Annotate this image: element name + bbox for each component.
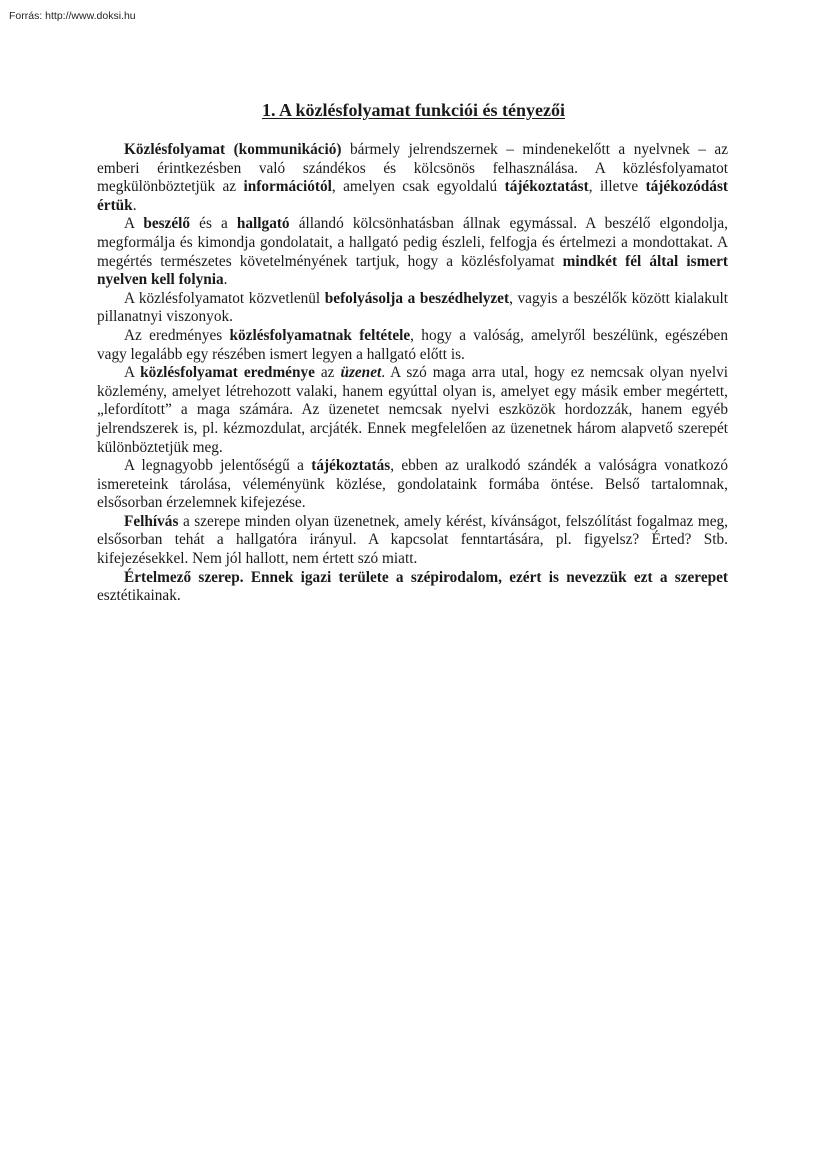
text-run: állandó kölcsönhatásban állnak egymással. A beszélő elgondolja, megformálja és kimondja gondolatait, a hallgató pedig észleli, felfogja és értelmezi a mondottakat. A megértés természetes követelményének tartjuk, hogy a közlésfolyamat bbox=[97, 215, 728, 270]
text-run-bold: tájékoztatás bbox=[311, 457, 391, 475]
text-run: esztétikainak. bbox=[97, 587, 181, 605]
text-run-bold: Ennek igazi területe a szépirodalom, ezért is nevezzük ezt a szerepet bbox=[243, 568, 728, 586]
paragraph bbox=[97, 457, 728, 513]
text-run: bármely jelrendszernek – mindenekelőtt a nyelvnek – az emberi érintkezésben való szándékos és kölcsönös felhasználása. A közlésfolyamatot megkülönböztetjük az bbox=[97, 141, 728, 196]
text-run: A legnagyobb jelentőségű a bbox=[124, 457, 312, 475]
text-run-bold: tájékoztatást bbox=[504, 178, 589, 196]
text-run: , illetve bbox=[588, 178, 646, 196]
text-run: és a bbox=[190, 215, 237, 233]
text-run: az bbox=[314, 364, 341, 382]
text-run-bold: befolyásolja a beszédhelyzet bbox=[324, 289, 510, 307]
text-run-bold: közlésfolyamat eredménye bbox=[140, 364, 315, 382]
source-line: Forrás: http://www.doksi.hu bbox=[9, 10, 136, 22]
text-run-bold: Felhívás bbox=[124, 512, 179, 530]
text-run: , vagyis a beszélők között kialakult pillanatnyi viszonyok. bbox=[97, 289, 728, 326]
paragraph bbox=[97, 215, 728, 289]
text-run-bold: információtól bbox=[243, 178, 332, 196]
text-run-italic: üzenet bbox=[340, 364, 382, 382]
text-run-bold: tájékozódást értük bbox=[97, 178, 728, 214]
text-run: A bbox=[124, 215, 144, 233]
document-body bbox=[97, 141, 728, 606]
text-run-bold: beszélő bbox=[143, 215, 191, 233]
paragraph bbox=[97, 141, 728, 215]
text-run-bold: Közlésfolyamat (kommunikáció) bbox=[124, 141, 342, 158]
text-run: . bbox=[132, 196, 137, 214]
text-run-bold: közlésfolyamatnak feltétele bbox=[229, 326, 411, 344]
text-run: , hogy a valóság, amelyről beszélünk, egészében vagy legalább egy részében ismert legyen a hallgató előtt is. bbox=[97, 326, 728, 363]
text-run: . A szó maga arra utal, hogy ez nemcsak olyan nyelvi közlemény, amelyet létrehozott valaki, hanem egyúttal olyan is, amelyet egy másik ember megértett, „lefordított” a maga számára. Az üzenetet nemcsak nyelvi eszközök hordozzák, hanem egyéb jelrendszerek is, pl. kézmozdulat, arcjáték. Ennek megfelelően az üzenetnek három alapvető szerepét különböztetjük meg. bbox=[97, 364, 728, 456]
text-run-bold: mindkét fél által ismert nyelven kell folynia bbox=[97, 252, 728, 289]
text-run-bold: Értelmező szerep. bbox=[124, 568, 244, 586]
paragraph bbox=[97, 513, 728, 569]
text-run-bold: hallgató bbox=[236, 215, 290, 233]
paragraph bbox=[97, 327, 728, 364]
document-title: 1. A közlésfolyamat funkciói és tényezői bbox=[262, 100, 565, 120]
text-run: . bbox=[223, 271, 228, 289]
text-run: , ebben az uralkodó szándék a valóságra vonatkozó ismereteink tárolása, véleményünk közlése, gondolataink formába öntése. Belső tartalomnak, elsősorban érzelemnek kifejezése. bbox=[97, 457, 728, 512]
paragraph bbox=[97, 290, 728, 327]
text-run: A bbox=[124, 364, 141, 382]
text-run: , amelyen csak egyoldalú bbox=[331, 178, 505, 196]
text-run-bold-italic bbox=[340, 364, 381, 381]
text-run: a szerepe minden olyan üzenetnek, amely kérést, kívánságot, felszólítást fogalmaz meg, elsősorban tehát a hallgatóra irányul. A kapcsolat fenntartására, pl. figyelsz? Érted? Stb. kifejezésekkel. Nem jól hallott, nem értett szó miatt. bbox=[97, 512, 728, 568]
paragraph bbox=[97, 364, 728, 457]
text-run: Az eredményes bbox=[124, 326, 230, 344]
paragraph bbox=[97, 569, 728, 606]
text-run: A közlésfolyamatot közvetlenül bbox=[124, 289, 325, 307]
